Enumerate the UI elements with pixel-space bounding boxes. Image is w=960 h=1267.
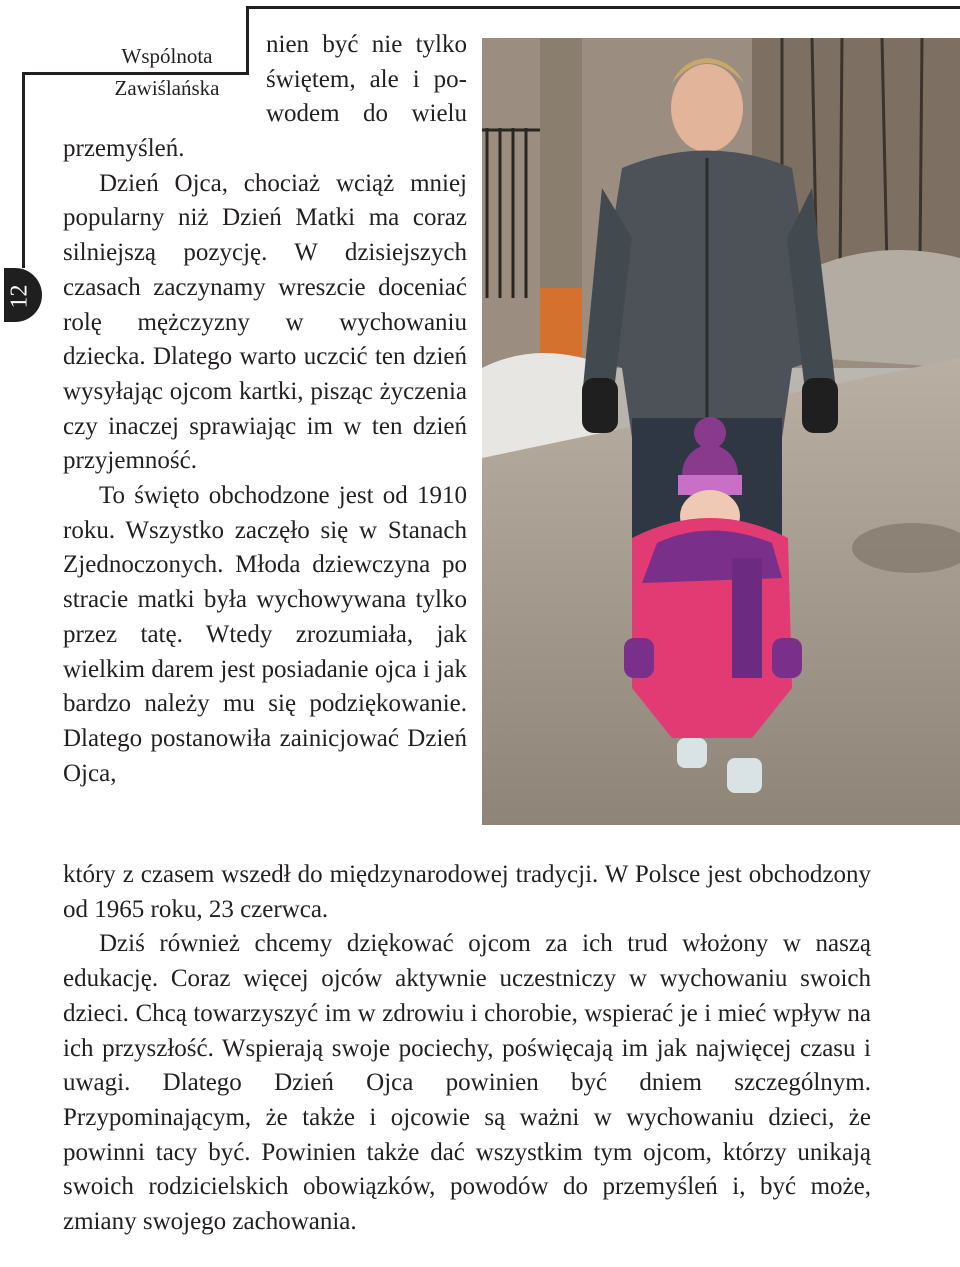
article-paragraph: przemyśleń.	[63, 135, 185, 162]
magazine-name-line2: Zawiślańska	[114, 76, 220, 100]
header-rule-vertical-left	[22, 72, 25, 268]
article-paragraph: który z czasem wszedł do międzynarodowej tradycji. W Polsce jest obchodzony od 1965 roku, 23 czerwca.	[63, 861, 871, 923]
page-number: 12	[6, 284, 33, 309]
article-full-width	[63, 858, 871, 1240]
article-line: świętem, ale i po-	[266, 65, 467, 93]
article-paragraph: Dziś również chcemy dziękować ojcom za ich trud włożony w naszą edukację. Coraz więcej ojców aktywnie uczestniczy w wychowaniu swoich dzieci. Chcą towarzyszyć im w zdrowiu i chorobie, wspierać je i mieć wpływ na ich przyszłość. Wspierają swoje pociechy, poświęcają im jak najwięcej czasu i uwagi. Dlatego Dzień Ojca powinien być dniem szczególnym. Przypominającym, że także i ojcowie są ważni w wychowaniu dzieci, że powinni tacy być. Powinien także dać wszystkim tym ojcom, którzy unikają swoich rodzicielskich obowiązków, powodów do przemyśleń i, być może, zmiany swojego zachowania.	[63, 930, 871, 1236]
magazine-name-line1: Wspólnota	[121, 44, 213, 68]
father-and-child-photo	[482, 38, 960, 825]
article-column-body	[63, 132, 467, 791]
article-column-top	[266, 28, 467, 132]
header-rule-top	[246, 6, 960, 9]
article-line: wodem do wielu	[266, 100, 467, 128]
article-paragraph: Dzień Ojca, chociaż wciąż mniej popularny niż Dzień Matki ma coraz silniejszą pozycję. W dzisiejszych czasach zaczynamy wreszcie doceniać rolę mężczyzny w wychowaniu dziecka. Dlatego warto uczcić ten dzień wysyłając ojcom kartki, pisząc życzenia czy inaczej sprawiając im w ten dzień przyjemność.	[63, 169, 467, 475]
article-line: nien być nie tylko	[266, 31, 467, 58]
page-number-badge	[4, 268, 42, 322]
article-paragraph: To święto obchodzone jest od 1910 roku. Wszystko zaczęło się w Stanach Zjednoczonych. Młoda dziewczyna po stracie matki była wychowywana tylko przez tatę. Wtedy zrozumiała, jak wielkim darem jest posiadanie ojca i jak bardzo należy mu się podziękowanie. Dlatego postanowiła zainicjować Dzień Ojca,	[63, 482, 467, 787]
